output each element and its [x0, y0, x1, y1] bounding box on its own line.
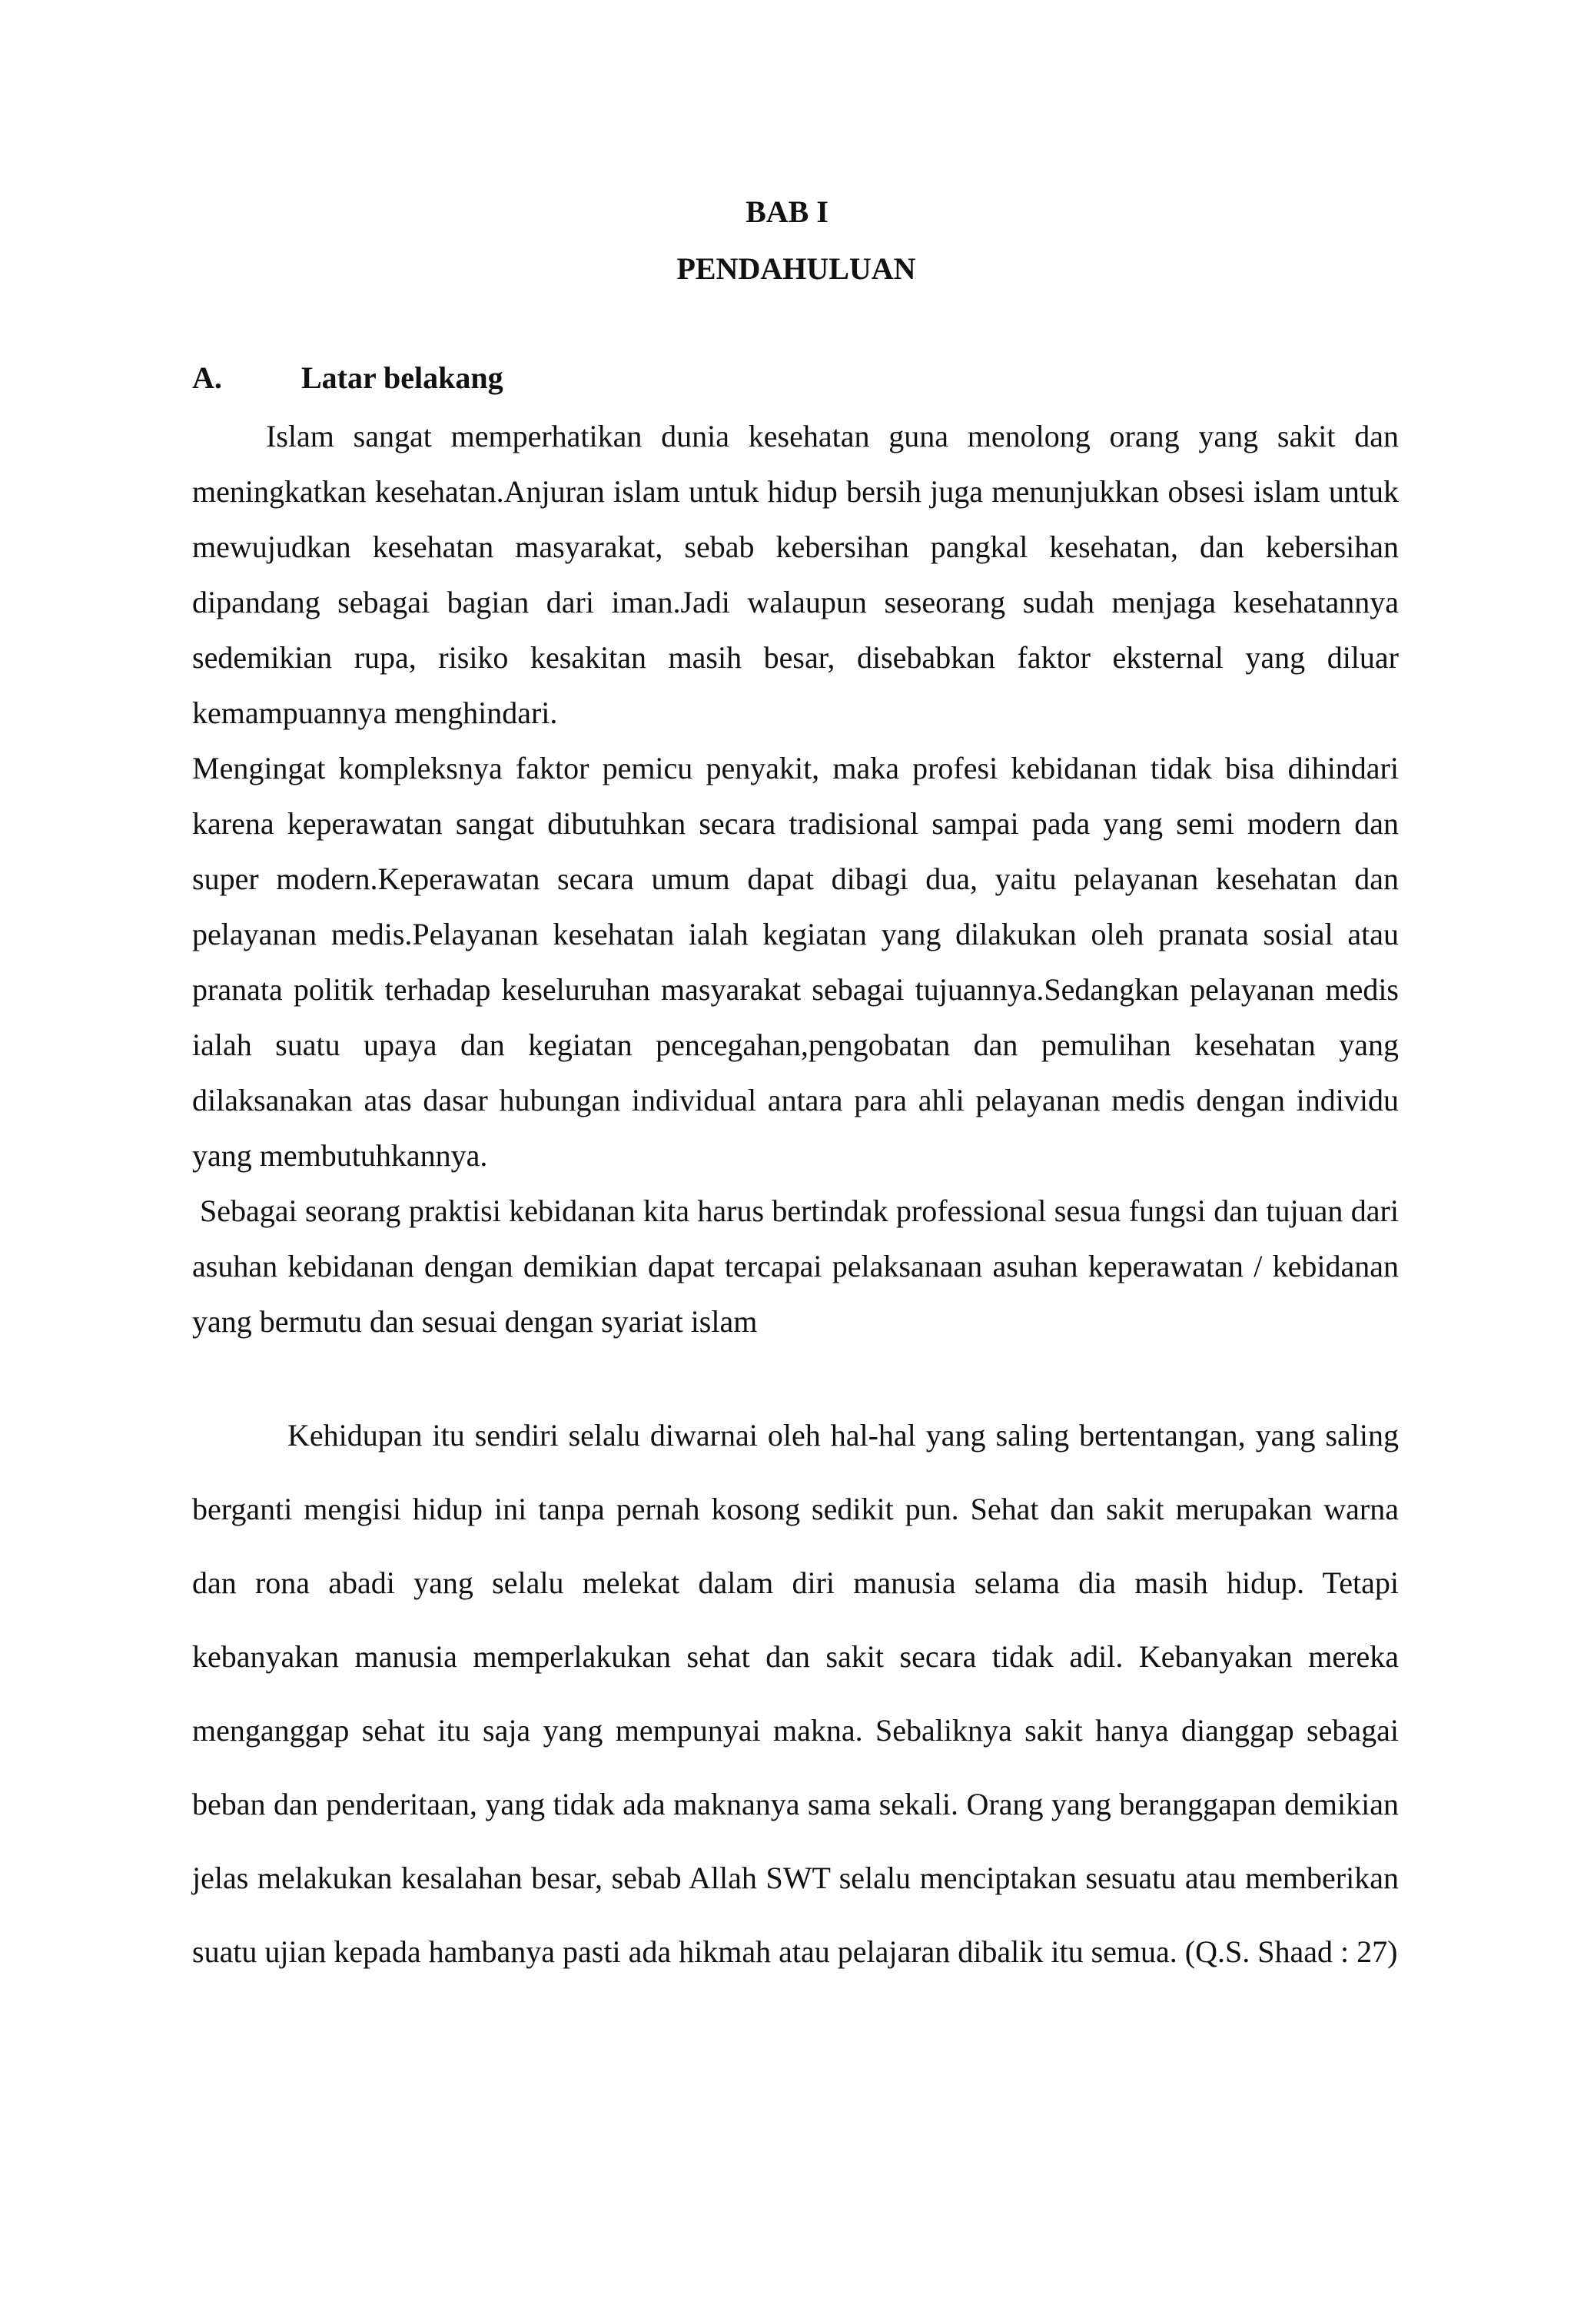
reflection-text-block: [192, 1399, 1399, 1989]
chapter-title: PENDAHULUAN: [676, 251, 916, 286]
background-text-block: [192, 409, 1399, 1350]
paragraph-4: Kehidupan itu sendiri selalu diwarnai oleh hal-hal yang saling bertentangan, yang saling berganti mengisi hidup ini tanpa pernah kosong sedikit pun. Sehat dan sakit merupakan warna dan rona abadi yang selalu melekat dalam diri manusia selama dia masih hidup. Tetapi kebanyakan manusia memperlakukan sehat dan sakit secara tidak adil. Kebanyakan mereka menganggap sehat itu saja yang mempunyai makna. Sebaliknya sakit hanya dianggap sebagai beban dan penderitaan, yang tidak ada maknanya sama sekali. Orang yang beranggapan demikian jelas melakukan kesalahan besar, sebab Allah SWT selalu menciptakan sesuatu atau memberikan suatu ujian kepada hambanya pasti ada hikmah atau pelajaran dibalik itu semua. (Q.S. Shaad : 27): [192, 1418, 1399, 1969]
section-title: Latar belakang: [301, 360, 503, 395]
paragraph-2: Mengingat kompleksnya faktor pemicu penyakit, maka profesi kebidanan tidak bisa dihindari karena keperawatan sangat dibutuhkan secara tradisional sampai pada yang semi modern dan super modern.Keperawatan secara umum dapat dibagi dua, yaitu pelayanan kesehatan dan pelayanan medis.Pelayanan kesehatan ialah kegiatan yang dilakukan oleh pranata sosial atau pranata politik terhadap keseluruhan masyarakat sebagai tujuannya.Sedangkan pelayanan medis ialah suatu upaya dan kegiatan pencegahan,pengobatan dan pemulihan kesehatan yang dilaksanakan atas dasar hubungan individual antara para ahli pelayanan medis dengan individu yang membutuhkannya.: [192, 751, 1399, 1173]
paragraph-3: Sebagai seorang praktisi kebidanan kita harus bertindak professional sesua fungsi dan tujuan dari asuhan kebidanan dengan demikian dapat tercapai pelaksanaan asuhan keperawatan / kebidanan yang bermutu dan sesuai dengan syariat islam: [192, 1194, 1399, 1339]
section-letter: A.: [192, 360, 222, 395]
chapter-number: BAB I: [745, 194, 829, 229]
section-heading: [192, 360, 503, 397]
paragraph-1: Islam sangat memperhatikan dunia kesehatan guna menolong orang yang sakit dan meningkatkan kesehatan.Anjuran islam untuk hidup bersih juga menunjukkan obsesi islam untuk mewujudkan kesehatan masyarakat, sebab kebersihan pangkal kesehatan, dan kebersihan dipandang sebagai bagian dari iman.Jadi walaupun seseorang sudah menjaga kesehatannya sedemikian rupa, risiko kesakitan masih besar, disebabkan faktor eksternal yang diluar kemampuannya menghindari.: [192, 419, 1399, 730]
